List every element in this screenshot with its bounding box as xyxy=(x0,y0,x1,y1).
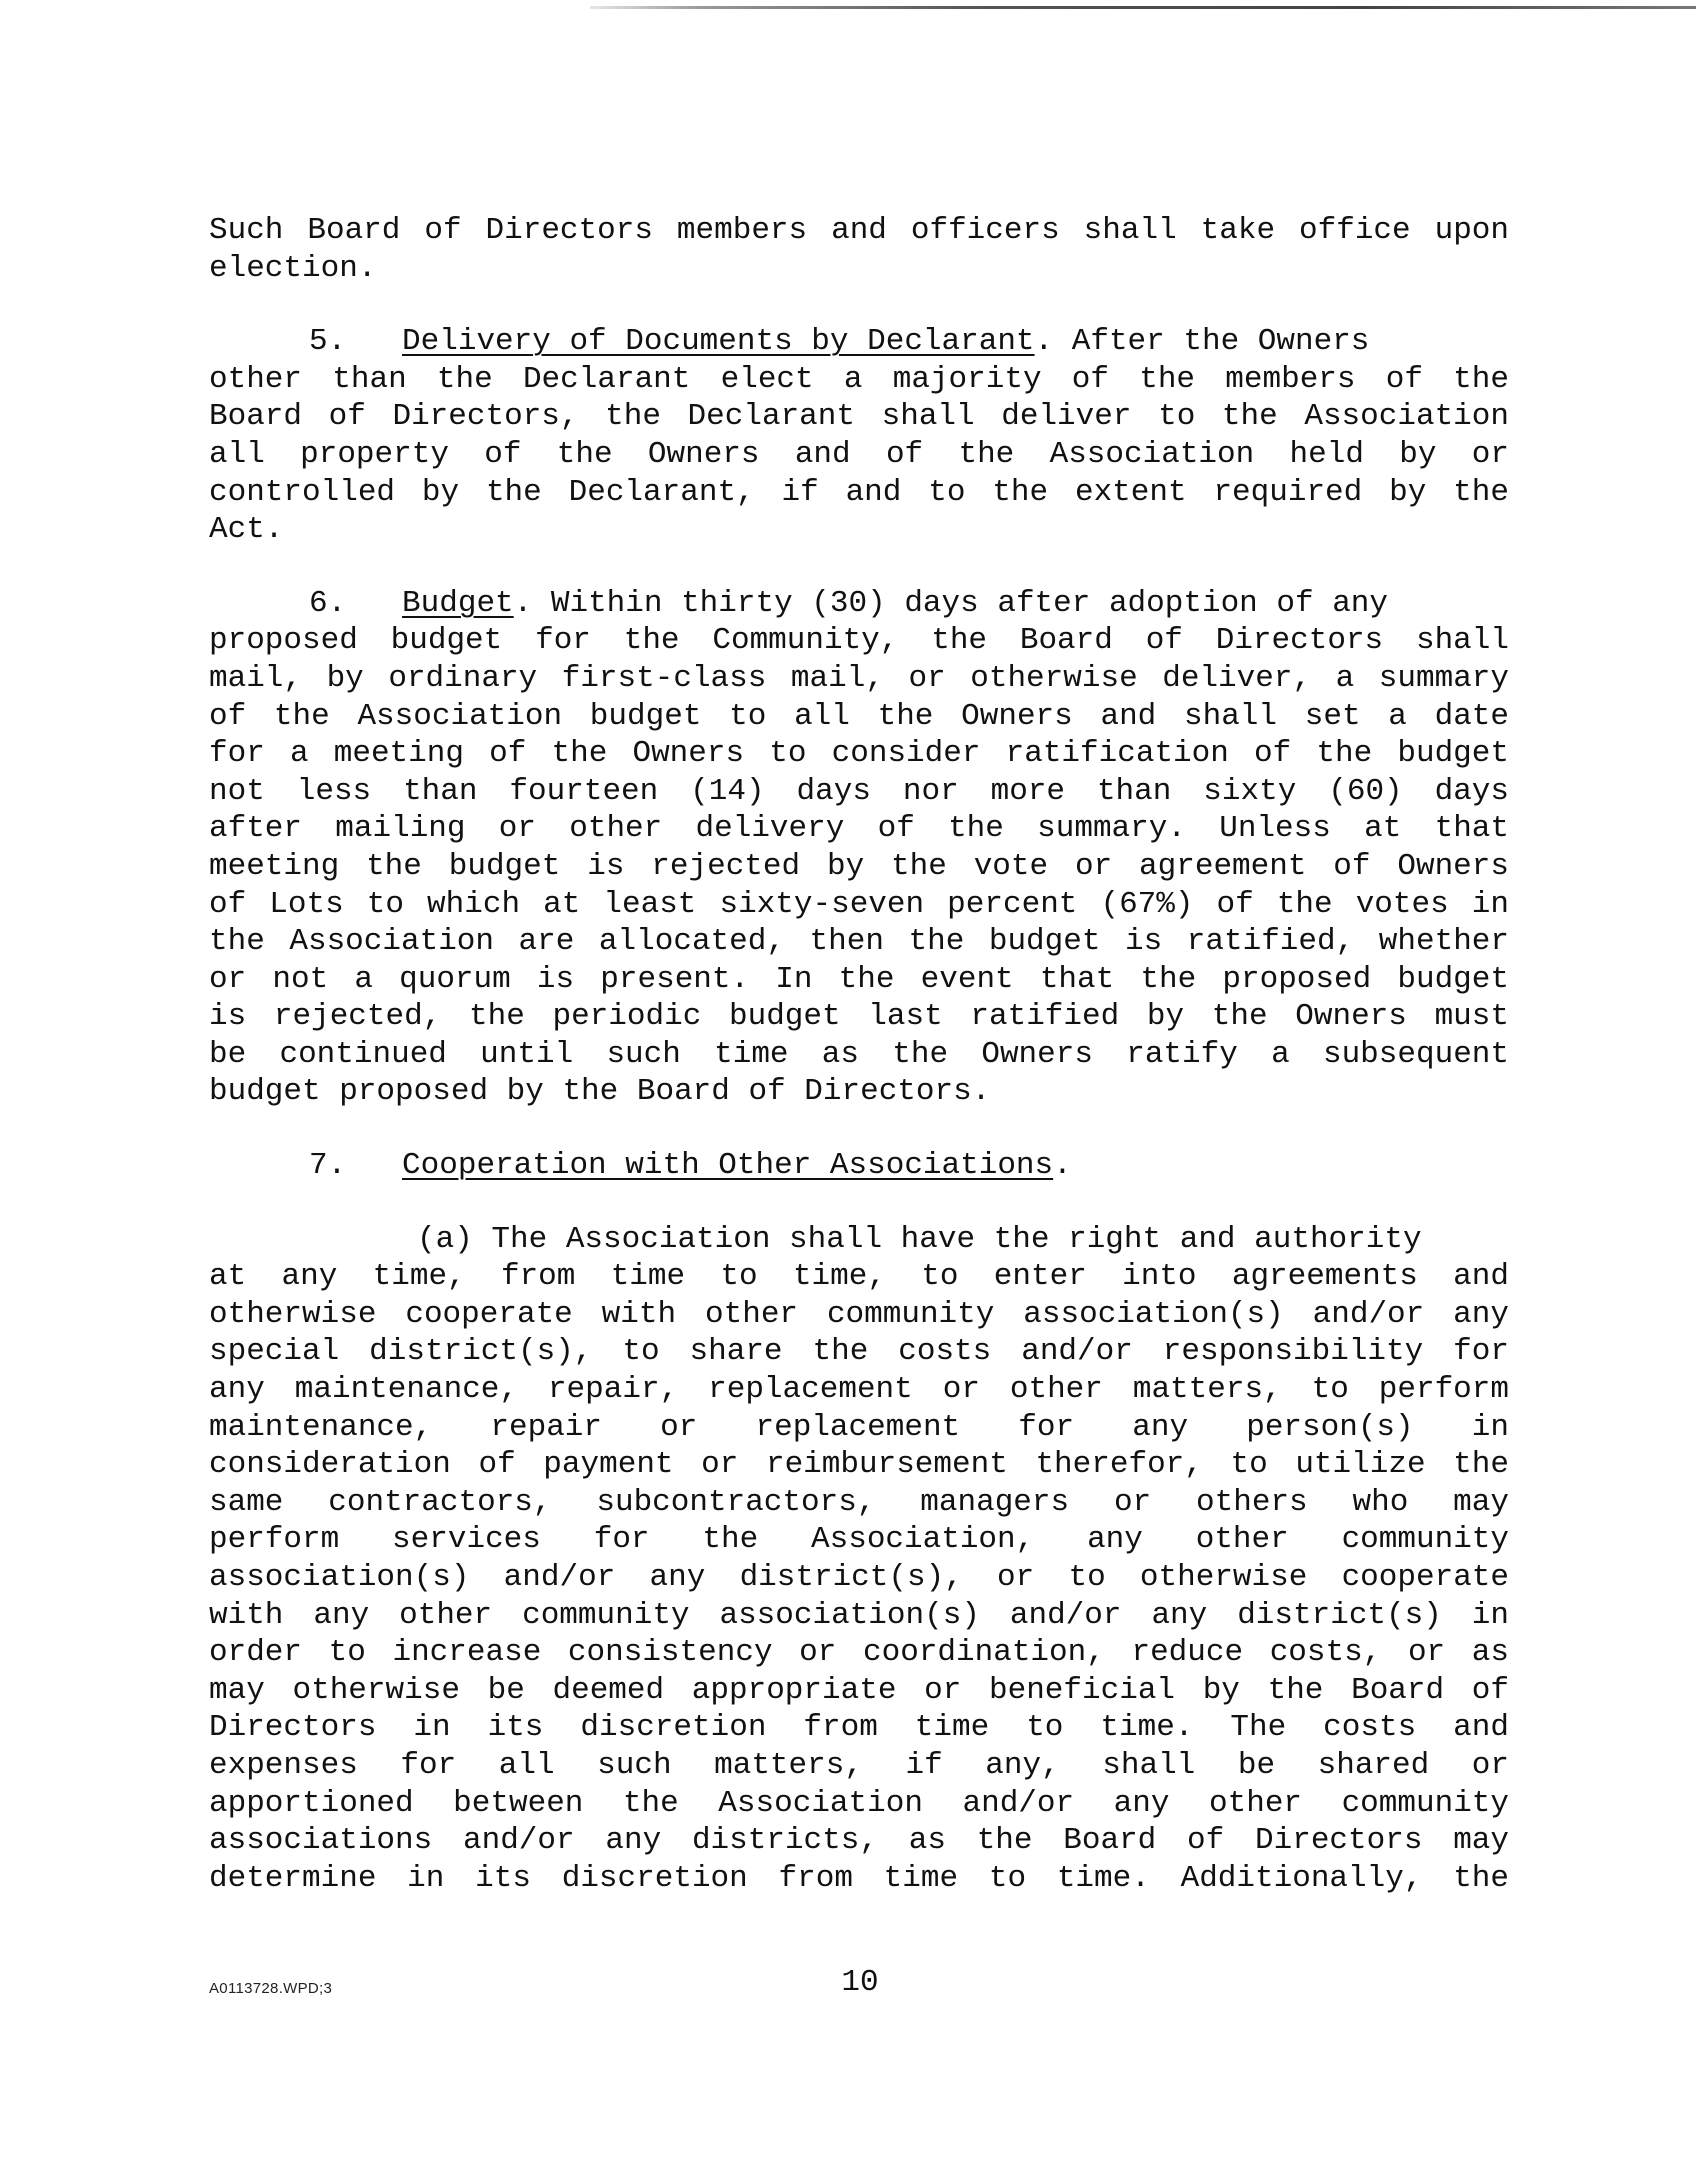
subsection-a-line: expenses for all such matters, if any, shall be shared or xyxy=(209,1747,1509,1783)
section-6-number: 6. xyxy=(309,585,347,621)
subsection-a-line: otherwise cooperate with other community association(s) and/or any xyxy=(209,1296,1509,1332)
section-6-line: of Lots to which at least sixty-seven percent (67%) of the votes in xyxy=(209,886,1509,922)
opening-paragraph xyxy=(209,212,1509,287)
subsection-a-line: determine in its discretion from time to time. Additionally, the xyxy=(209,1860,1509,1896)
section-6-first-line xyxy=(209,585,1509,623)
document-code: A0113728.WPD;3 xyxy=(209,1980,333,1997)
scan-top-rule xyxy=(590,6,1696,9)
section-5 xyxy=(209,323,1509,549)
subsection-a-line: with any other community association(s) and/or any district(s) in xyxy=(209,1597,1509,1633)
opening-line-2: election. xyxy=(209,250,377,286)
section-7 xyxy=(209,1147,1509,1897)
section-6-line: not less than fourteen (14) days nor more than sixty (60) days xyxy=(209,773,1509,809)
section-7-heading: Cooperation with Other Associations xyxy=(402,1148,1054,1184)
section-7-heading-line xyxy=(209,1147,1509,1185)
section-6-line: of the Association budget to all the Owners and shall set a date xyxy=(209,698,1509,734)
section-6-line: proposed budget for the Community, the Board of Directors shall xyxy=(209,623,1509,659)
subsection-a-line: perform services for the Association, any other community xyxy=(209,1522,1509,1558)
section-6-line: mail, by ordinary first-class mail, or otherwise deliver, a summary xyxy=(209,660,1509,696)
section-5-first-line xyxy=(209,323,1509,361)
subsection-a-line: apportioned between the Association and/or any other community xyxy=(209,1785,1509,1821)
subsection-a-line: association(s) and/or any district(s), or to otherwise cooperate xyxy=(209,1560,1509,1595)
section-6-line: for a meeting of the Owners to consider ratification of the budget xyxy=(209,736,1509,772)
section-7-number: 7. xyxy=(309,1148,347,1184)
subsection-a-line: special district(s), to share the costs and/or responsibility for xyxy=(209,1334,1509,1370)
section-6-line: or not a quorum is present. In the event that the proposed budget xyxy=(209,961,1509,997)
section-7-period: . xyxy=(1053,1148,1072,1184)
section-5-heading: Delivery of Documents by Declarant xyxy=(402,324,1035,360)
subsection-a-first-line: (a) The Association shall have the right and authority xyxy=(417,1221,1422,1257)
subsection-a-line: consideration of payment or reimbursement therefor, to utilize the xyxy=(209,1447,1509,1483)
subsection-a-line: order to increase consistency or coordination, reduce costs, or as xyxy=(209,1635,1509,1671)
section-6-line-last: budget proposed by the Board of Directors. xyxy=(209,1074,991,1110)
subsection-a-line: any maintenance, repair, replacement or other matters, to perform xyxy=(209,1372,1509,1408)
subsection-a-line: associations and/or any districts, as the Board of Directors may xyxy=(209,1823,1509,1859)
section-5-intro: . After the Owners xyxy=(1034,324,1370,360)
section-6-line: be continued until such time as the Owners ratify a subsequent xyxy=(209,1036,1509,1072)
section-6-line: meeting the budget is rejected by the vote or agreement of Owners xyxy=(209,848,1509,884)
opening-line-1: Such Board of Directors members and officers shall take office upon xyxy=(209,213,1509,248)
subsection-a-line: at any time, from time to time, to enter into agreements and xyxy=(209,1259,1509,1295)
section-5-line: all property of the Owners and of the Association held by or xyxy=(209,436,1509,472)
section-5-line: controlled by the Declarant, if and to the extent required by the xyxy=(209,474,1509,510)
document-body xyxy=(209,212,1509,1897)
section-5-line: Board of Directors, the Declarant shall deliver to the Association xyxy=(209,399,1509,435)
subsection-a-line: may otherwise be deemed appropriate or beneficial by the Board of xyxy=(209,1672,1509,1708)
section-6 xyxy=(209,585,1509,1111)
section-6-intro: . Within thirty (30) days after adoption of any xyxy=(513,585,1388,621)
subsection-a-line: Directors in its discretion from time to time. The costs and xyxy=(209,1710,1509,1746)
subsection-a-line: same contractors, subcontractors, managers or others who may xyxy=(209,1484,1509,1520)
section-6-line: is rejected, the periodic budget last ratified by the Owners must xyxy=(209,999,1509,1035)
section-6-line: after mailing or other delivery of the summary. Unless at that xyxy=(209,811,1509,847)
section-5-line-last: Act. xyxy=(209,512,284,548)
section-5-line: other than the Declarant elect a majority of the members of the xyxy=(209,361,1509,397)
subsection-a-line: maintenance, repair or replacement for any person(s) in xyxy=(209,1409,1509,1445)
section-7-subsection-a xyxy=(209,1221,1509,1898)
section-6-line: the Association are allocated, then the budget is ratified, whether xyxy=(209,924,1509,960)
page-number: 10 xyxy=(841,1965,879,2000)
section-5-number: 5. xyxy=(309,324,347,360)
section-6-heading: Budget xyxy=(402,585,514,621)
